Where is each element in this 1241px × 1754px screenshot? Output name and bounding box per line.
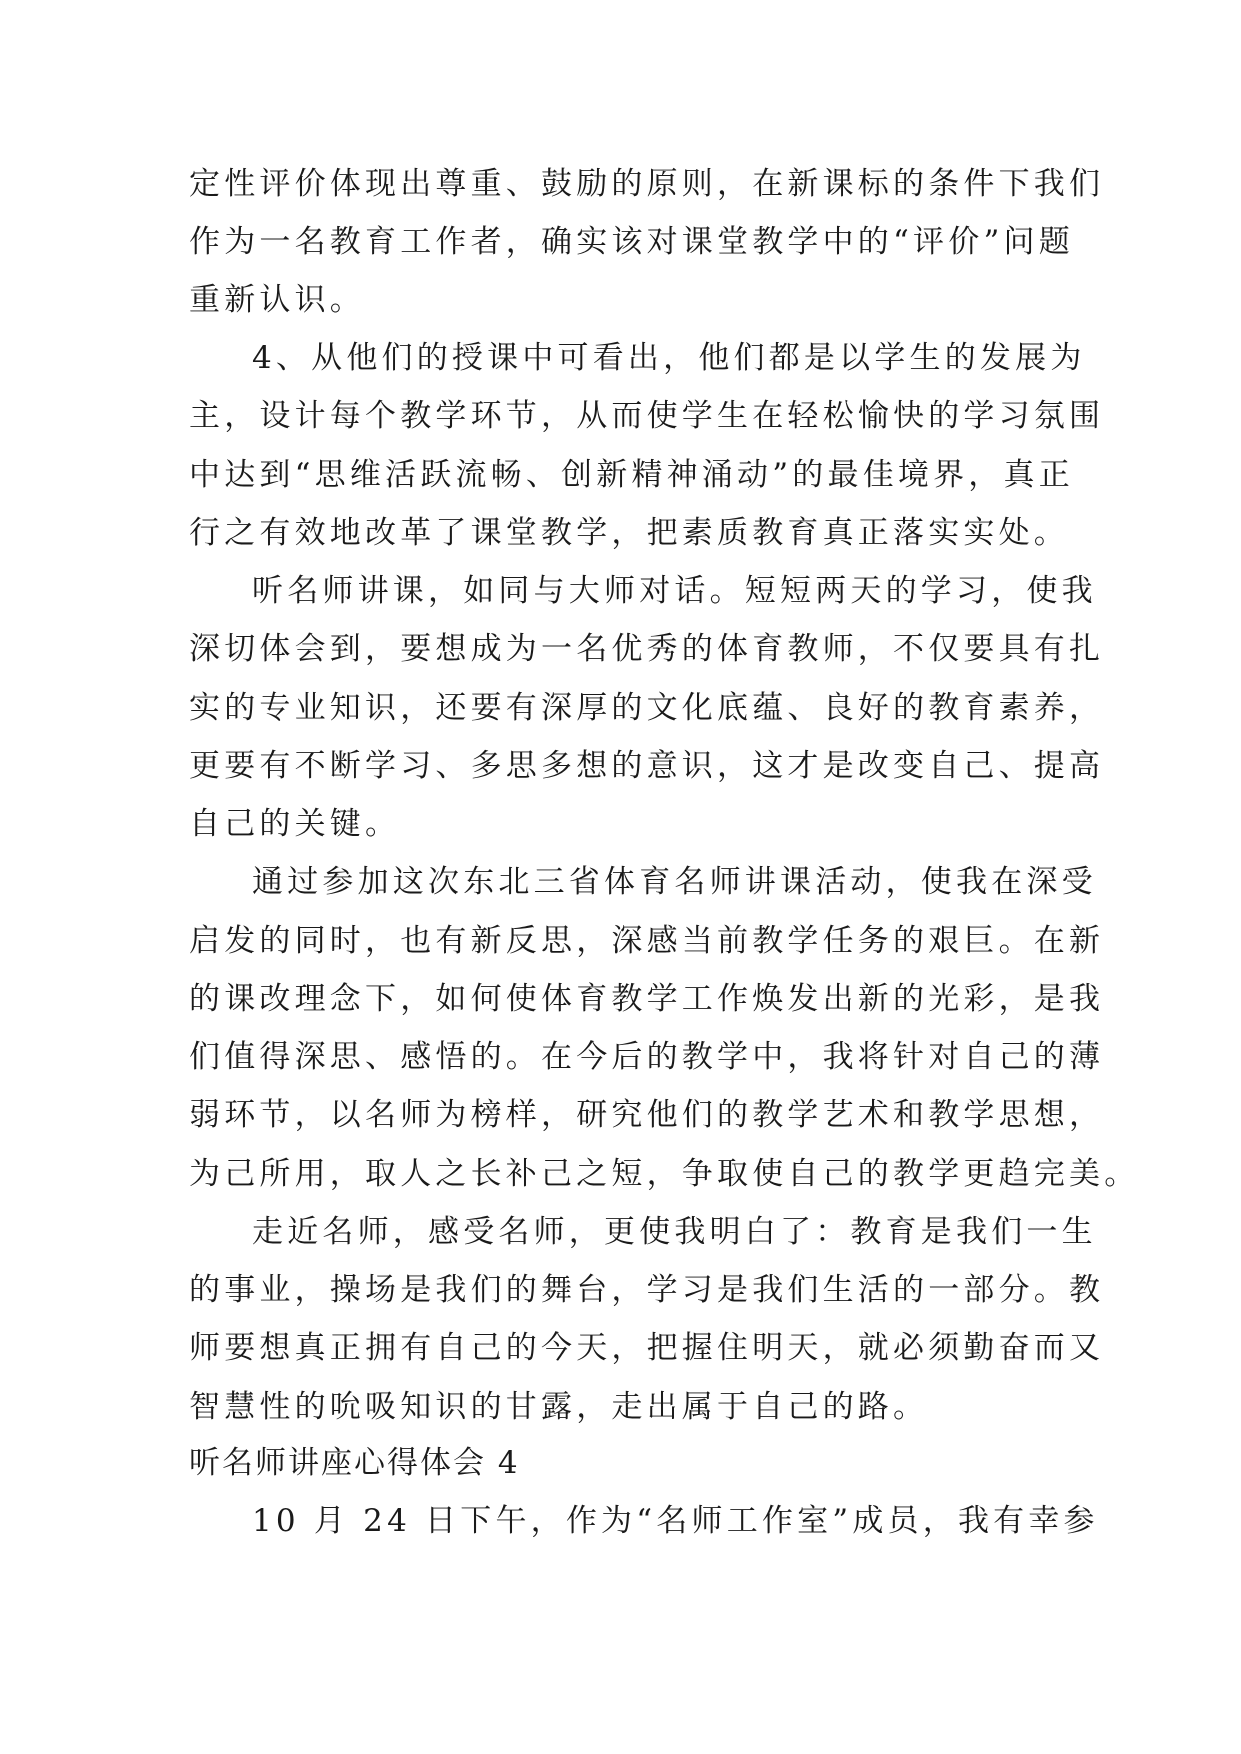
paragraph-start-line: 听名师讲课，如同与大师对话。短短两天的学习，使我 [252, 573, 1097, 609]
text-line: 自己的关键。 [189, 806, 401, 842]
paragraph-start-line: 4、从他们的授课中可看出，他们都是以学生的发展为 [252, 340, 1086, 376]
text-line: 定性评价体现出尊重、鼓励的原则，在新课标的条件下我们 [189, 166, 1105, 202]
section-heading: 听名师讲座心得体会 4 [189, 1445, 520, 1481]
text-line: 主，设计每个教学环节，从而使学生在轻松愉快的学习氛围 [189, 398, 1105, 434]
paragraph-start-line: 10 月 24 日下午，作为“名师工作室”成员，我有幸参 [252, 1503, 1099, 1539]
text-line: 重新认识。 [189, 282, 365, 318]
text-line: 弱环节，以名师为榜样，研究他们的教学艺术和教学思想， [189, 1097, 1105, 1133]
text-line: 作为一名教育工作者，确实该对课堂教学中的“评价”问题 [189, 224, 1074, 260]
text-line: 的事业，操场是我们的舞台，学习是我们生活的一部分。教 [189, 1272, 1105, 1308]
text-line: 为己所用，取人之长补己之短，争取使自己的教学更趋完美。 [189, 1156, 1140, 1192]
text-line: 深切体会到，要想成为一名优秀的体育教师，不仅要具有扎 [189, 631, 1105, 667]
text-line: 中达到“思维活跃流畅、创新精神涌动”的最佳境界，真正 [189, 457, 1074, 493]
text-line: 更要有不断学习、多思多想的意识，这才是改变自己、提高 [189, 748, 1105, 784]
text-line: 的课改理念下，如何使体育教学工作焕发出新的光彩，是我 [189, 981, 1105, 1017]
paragraph-start-line: 走近名师，感受名师，更使我明白了：教育是我们一生 [252, 1214, 1097, 1250]
text-line: 师要想真正拥有自己的今天，把握住明天，就必须勤奋而又 [189, 1330, 1105, 1366]
text-line: 们值得深思、感悟的。在今后的教学中，我将针对自己的薄 [189, 1039, 1105, 1075]
text-line: 智慧性的吮吸知识的甘露，走出属于自己的路。 [189, 1389, 929, 1425]
paragraph-start-line: 通过参加这次东北三省体育名师讲课活动，使我在深受 [252, 864, 1097, 900]
text-line: 实的专业知识，还要有深厚的文化底蕴、良好的教育素养， [189, 690, 1105, 726]
text-line: 启发的同时，也有新反思，深感当前教学任务的艰巨。在新 [189, 923, 1105, 959]
text-line: 行之有效地改革了课堂教学，把素质教育真正落实实处。 [189, 515, 1069, 551]
